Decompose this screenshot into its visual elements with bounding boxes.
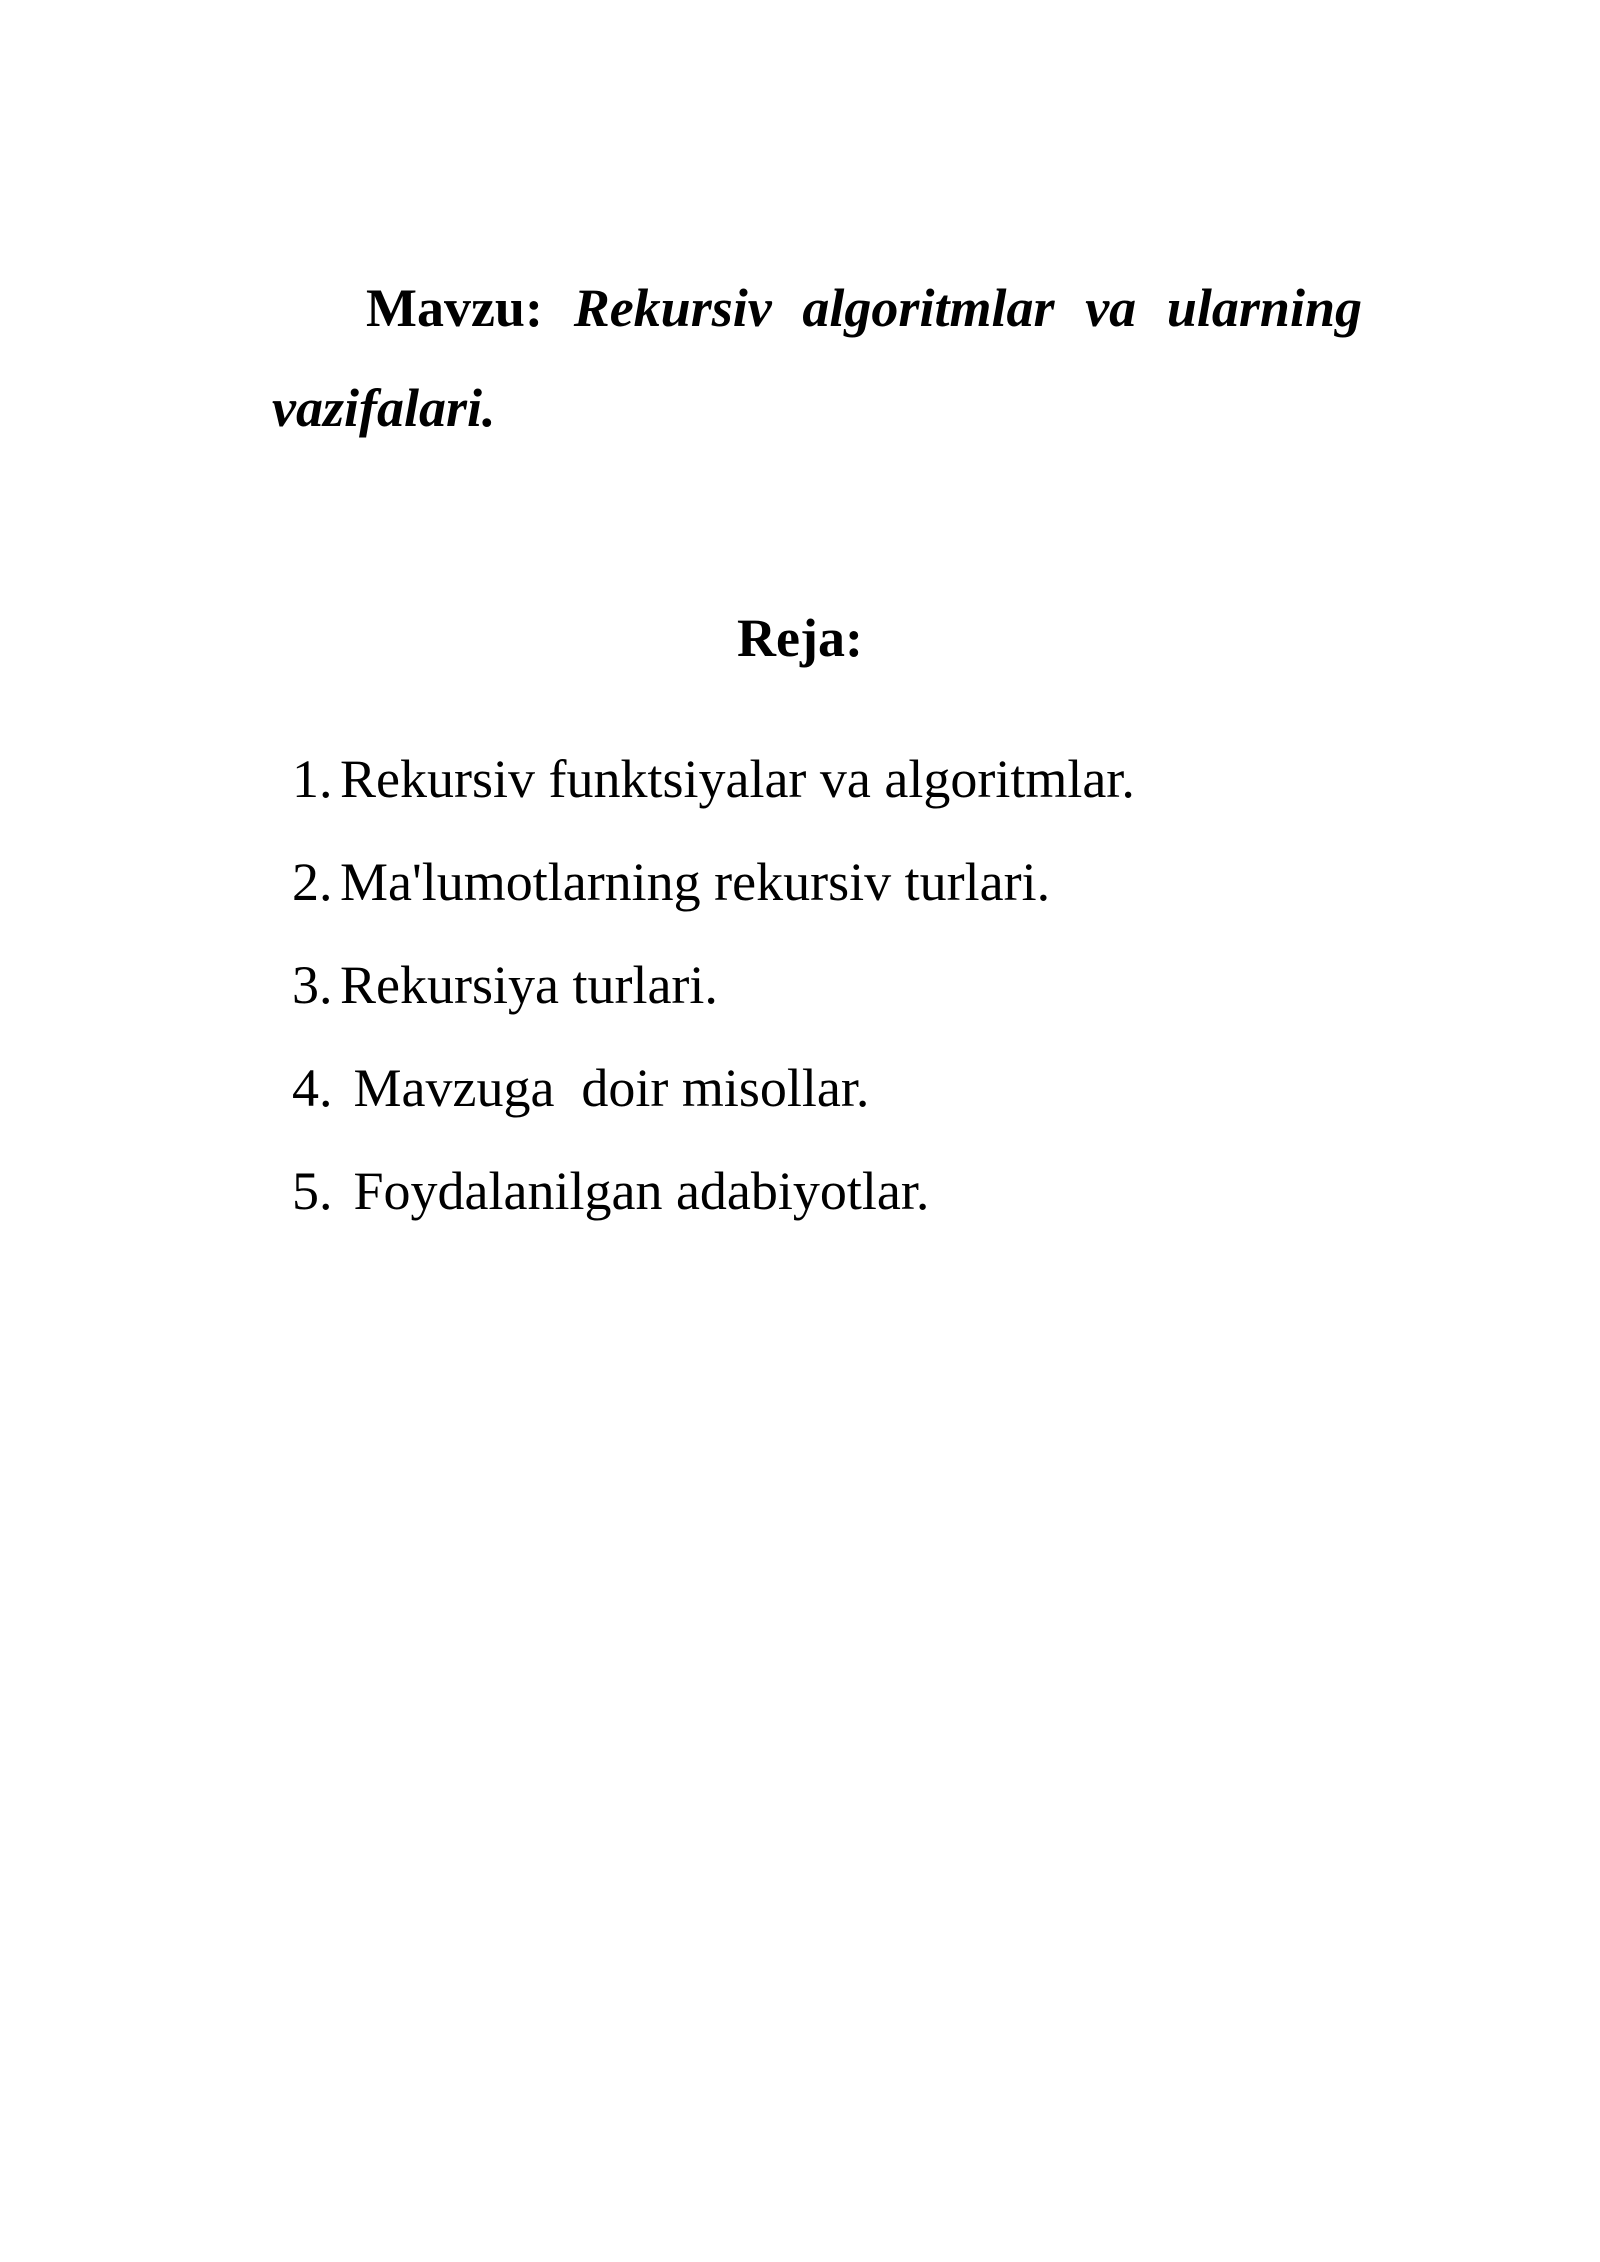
- plan-item-text: Rekursiya turlari.: [340, 955, 718, 1015]
- plan-item-text: Rekursiv funktsiyalar va algoritmlar.: [340, 749, 1135, 809]
- plan-item-text: Ma'lumotlarning rekursiv turlari.: [340, 852, 1051, 912]
- plan-item-number: 2.: [292, 852, 333, 912]
- plan-item: [292, 1037, 1392, 1140]
- plan-item: [292, 728, 1392, 831]
- plan-item: [292, 1140, 1392, 1243]
- plan-item: [292, 831, 1392, 934]
- topic-title: Rekursiv algoritmlar va ularning vazifalari.: [272, 278, 1363, 438]
- plan-item-text: Foydalanilgan adabiyotlar.: [340, 1161, 930, 1221]
- plan-list: [292, 728, 1392, 1243]
- plan-item-number: 4.: [292, 1058, 333, 1118]
- topic-paragraph: [272, 258, 1362, 458]
- topic-label: Mavzu:: [366, 278, 543, 338]
- plan-heading: Reja:: [737, 608, 863, 668]
- plan-item: [292, 934, 1392, 1037]
- plan-item-number: 1.: [292, 749, 333, 809]
- plan-item-text: Mavzuga doir misollar.: [340, 1058, 870, 1118]
- plan-item-number: 3.: [292, 955, 333, 1015]
- plan-item-number: 5.: [292, 1161, 333, 1221]
